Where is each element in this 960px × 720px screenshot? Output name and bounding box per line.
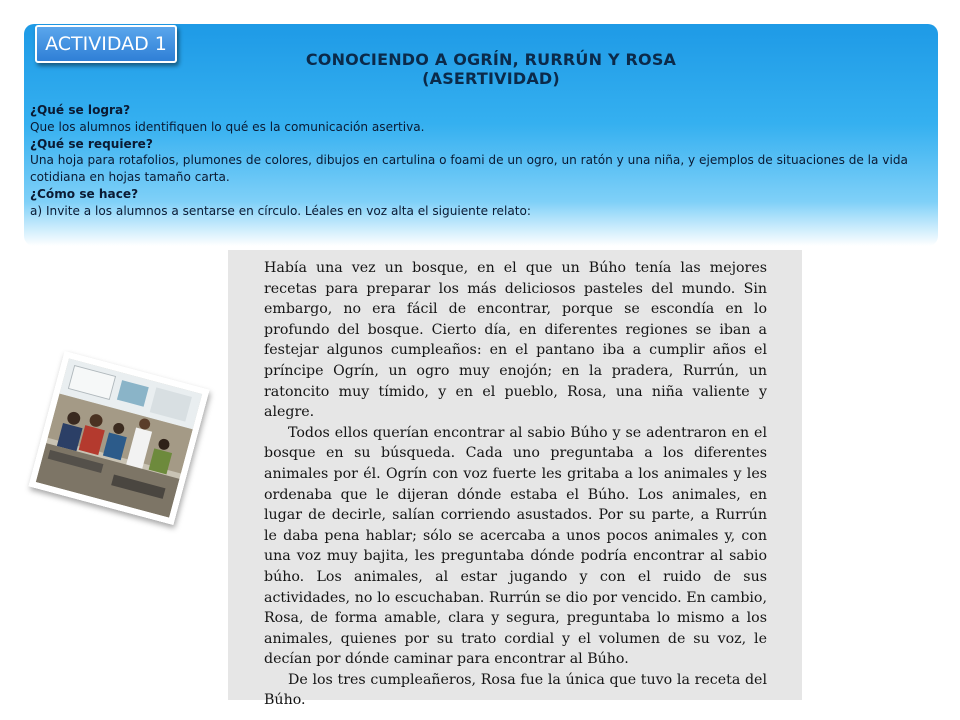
question-materials: ¿Qué se requiere?: [30, 136, 153, 151]
answer-materials: Una hoja para rotafolios, plumones de colores, dibujos en cartulina o foami de un ogro, un ratón y una niña, y ejemplos de situaciones de la vida cotidiana en hojas tamaño carta.: [30, 153, 908, 185]
page-title: CONOCIENDO A OGRÍN, RURRÚN Y ROSA (ASERTIVIDAD): [305, 50, 677, 88]
story-paragraph-1: Había una vez un bosque, en el que un Búho tenía las mejores recetas para preparar los más deliciosos pasteles del mundo. Sin embargo, no era fácil de encontrar, porque se escondía en lo profundo del bosque. Cierto día, en diferentes regiones se iban a festejar algunos cumpleaños: en el pantano iba a cumplir años el príncipe Ogrín, un ogro muy enojón; en la pradera, Rurrún, un ratoncito muy tímido, y en el pueblo, Rosa, una niña valiente y alegre.: [264, 260, 767, 421]
activity-instructions: [30, 102, 910, 220]
story-paragraph-2: Todos ellos querían encontrar al sabio Búho y se adentraron en el bosque en su búsqueda. Cada uno preguntaba a los diferentes animales por él. Ogrín con voz fuerte les gritaba a los animales y les ordenaba que le dijeran dónde estaba el Búho. Los animales, en lugar de decirle, salían corriendo asustados. Por su parte, a Rurrún le daba pena hablar; sólo se acercaba a unos pocos animales y, con una voz muy bajita, les preguntaba dónde podría encontrar al sabio búho. Los animales, al estar jugando y con el ruido de sus actividades, no lo escuchaban. Rurrún se dio por vencido. En cambio, Rosa, de forma amable, clara y segura, preguntaba lo mismo a los animales, quienes por su trato cordial y el volumen de su voz, le decían por dónde caminar para encontrar al Búho.: [264, 424, 767, 668]
activity-badge: ACTIVIDAD 1: [35, 25, 177, 63]
question-goal: ¿Qué se logra?: [30, 103, 131, 117]
answer-procedure: a) Invite a los alumnos a sentarse en círculo. Léales en voz alta el siguiente relato:: [30, 203, 531, 218]
classroom-photo: [28, 351, 209, 525]
question-procedure: ¿Cómo se hace?: [30, 186, 139, 201]
classroom-photo-image: [28, 351, 209, 525]
story-paragraph-3: De los tres cumpleañeros, Rosa fue la única que tuvo la receta del Búho.: [264, 671, 767, 709]
answer-goal: Que los alumnos identifiquen lo qué es la comunicación asertiva.: [30, 119, 425, 134]
story-text: [264, 258, 767, 711]
